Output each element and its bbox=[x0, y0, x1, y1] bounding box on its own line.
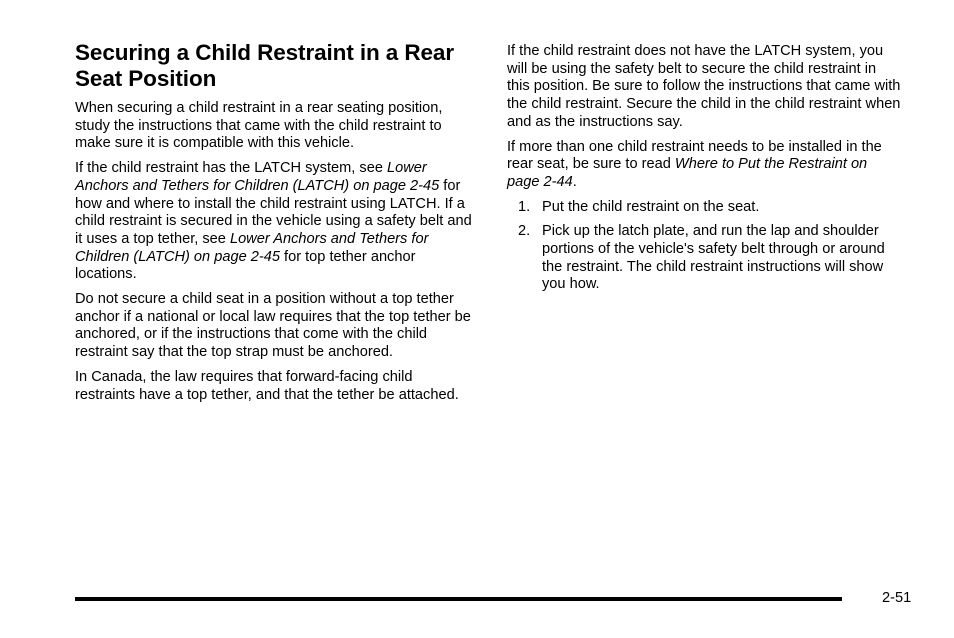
section-heading: Securing a Child Restraint in a Rear Seat Position bbox=[75, 40, 454, 91]
footer-rule bbox=[75, 597, 842, 601]
left-column bbox=[75, 40, 475, 411]
right-column bbox=[507, 43, 902, 301]
latch-text-c: for top tether anchor locations. bbox=[75, 248, 416, 283]
intro-paragraph: When securing a child restraint in a rear seating position, study the instructions that came with the child restraint to make sure it is compatible with this vehicle. bbox=[75, 100, 443, 152]
multiple-text-b: . bbox=[572, 173, 577, 190]
multiple-restraints-paragraph bbox=[507, 139, 902, 192]
multiple-text-a: If more than one child restraint needs to be installed in the rear seat, be sure to read bbox=[507, 138, 882, 173]
latch-text-a: If the child restraint has the LATCH system, see bbox=[75, 160, 387, 177]
step-number: 1. bbox=[518, 198, 531, 215]
list-item bbox=[507, 223, 902, 294]
latch-text-b: for how and where to install the child restraint using LATCH. If a child restraint is secured in the vehicle using a safety belt and it uses a top tether, see bbox=[75, 177, 472, 247]
top-tether-reference-link[interactable]: Lower Anchors and Tethers for Children (LATCH) on page 2-45 bbox=[75, 230, 429, 265]
page-number: 2-51 bbox=[882, 590, 912, 606]
step-number: 2. bbox=[518, 223, 531, 240]
latch-paragraph bbox=[75, 160, 475, 284]
list-item bbox=[507, 199, 902, 217]
where-to-put-reference-link[interactable]: Where to Put the Restraint on page 2-44 bbox=[507, 156, 868, 190]
no-latch-paragraph: If the child restraint does not have the LATCH system, you will be using the safety belt to secure the child restraint in this position. Be sure to follow the instructions that came with the child restraint. Secure the child in the child restraint when and as the instructions say. bbox=[507, 43, 901, 130]
top-tether-paragraph: Do not secure a child seat in a position without a top tether anchor if a national or local law requires that the top tether be anchored, or if the instructions that come with the child restraint say that the top strap must be anchored. bbox=[75, 291, 471, 361]
step-text: Pick up the latch plate, and run the lap and shoulder portions of the vehicle's safety belt through or around the restraint. The child restraint instructions will show you how. bbox=[542, 223, 885, 293]
latch-reference-link[interactable]: Lower Anchors and Tethers for Children (LATCH) on page 2-45 bbox=[75, 160, 440, 194]
canada-paragraph: In Canada, the law requires that forward-facing child restraints have a top tether, and that the tether be attached. bbox=[75, 368, 459, 403]
step-text: Put the child restraint on the seat. bbox=[542, 198, 760, 215]
steps-list bbox=[507, 199, 902, 295]
